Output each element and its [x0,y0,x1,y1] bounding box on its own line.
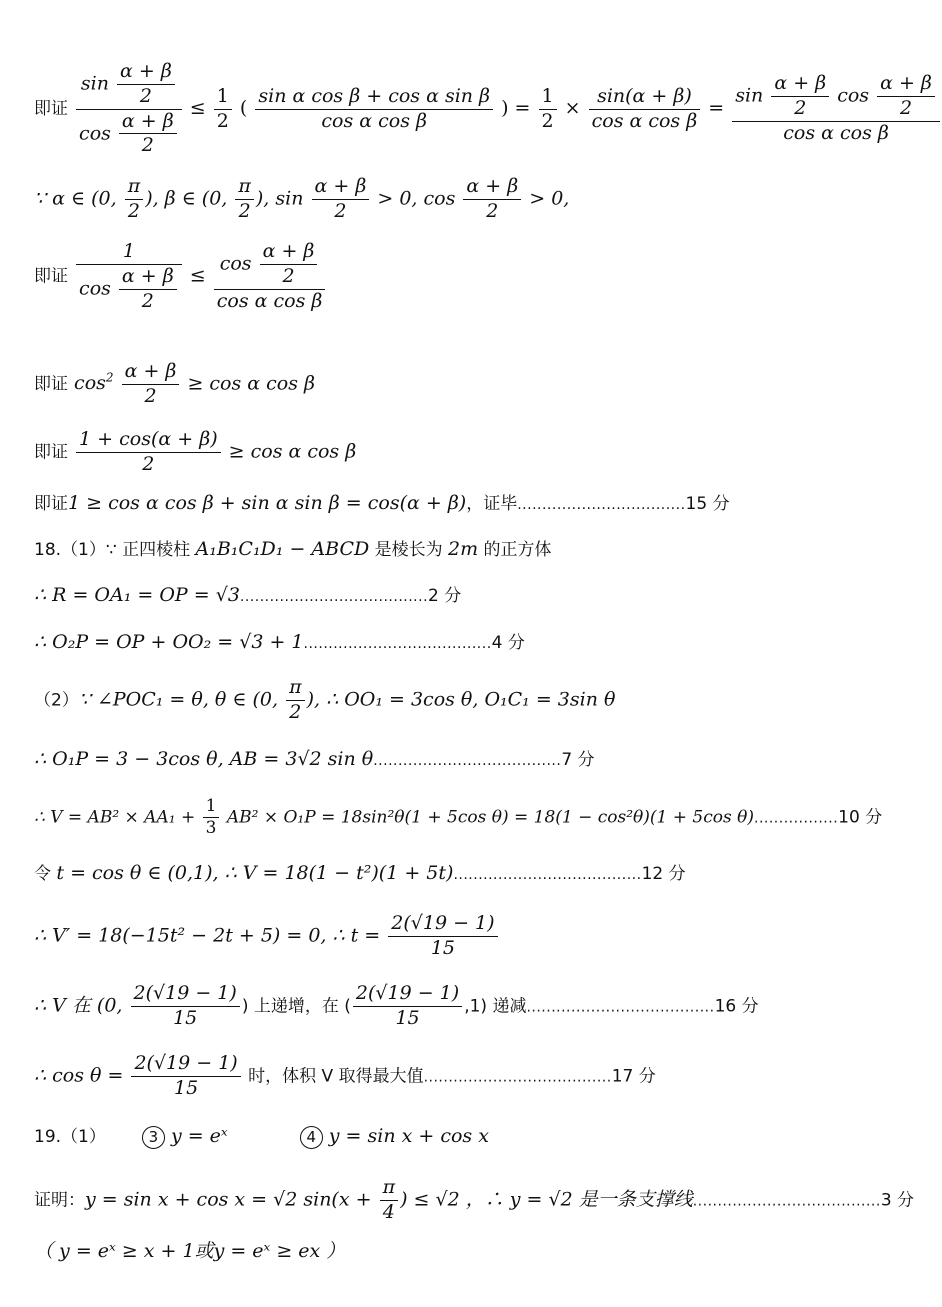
circled-number-3: 3 [142,1126,165,1149]
proof-line-2: ∵ α ∈ (0, $\frac{\pi}{2}$ ), β ∈ (0, $\frac{\pi}{2}$ ), sin $\frac{\alpha + \beta}{2}$ > 0, cos $\frac{\alpha + \beta}{2}$ > 0, [34,175,570,222]
proof-line-13: 令 t = cos θ ∈ (0,1), ∴ V = 18(1 − t²)(1 + 5t)......................................12 分 [34,862,686,884]
problem-18-part-1: 18.（1）∵ 正四棱柱 A₁B₁C₁D₁ − ABCD 是棱长为 2m 的正方体 [34,538,552,560]
proof-line-15: ∴ V 在 (0, $\frac{2(√19 - 1)}{15}$ ) 上递增，在 ( $\frac{2(√19 - 1)}{15}$ ,1) 递减......................................16 分 [34,982,759,1029]
proof-line-5: 即证 $\frac{1 + \cos(\alpha + \beta)}{2}$ ≥ cos α cos β [34,428,357,475]
proof-line-4: 即证 $\cos^2$ $\frac{\alpha + \beta}{2}$ ≥ cos α cos β [34,360,316,407]
proof-line-11: ∴ O₁P = 3 − 3cos θ, AB = 3√2 sin θ......................................7 分 [34,748,595,770]
fraction: sin $\frac{\alpha + \beta}{2}$ cos $\frac{\alpha + \beta}{2}$ cos α cos β [732,72,940,145]
proof-line-8: ∴ R = OA₁ = OP = √3......................................2 分 [34,584,462,606]
score-label: 15 分 [685,494,730,514]
proof-line-1: 即证 sin $\frac{\alpha + \beta}{2}$ cos $\frac{\alpha + \beta}{2}$ ≤ $\frac{1}{2}$ ( $\frac{\text{sin α cos β + cos α sin β}}{\text{cos α cos β}}$ ) = $\frac{1}{2}$ × $\frac{\sin(\alpha + \beta)}{\text{cos α cos β}}$ = sin $\frac{\alpha + \beta}{2}$ cos $\frac{\alpha + \beta}{2}$ cos α cos β [34,60,942,158]
proof-line-16: ∴ cos θ = $\frac{2(√19 - 1)}{15}$ 时，体积 V 取得最大值......................................17 分 [34,1052,656,1099]
problem-18-part-2: （2）∵ ∠POC₁ = θ, θ ∈ (0, $\frac{\pi}{2}$ ), ∴ OO₁ = 3cos θ, O₁C₁ = 3sin θ [34,676,616,723]
problem-19-part-1: 19.（1） 3 y = eˣ 4 y = sin x + cos x [34,1125,489,1147]
proof-line-12: ∴ V = AB² × AA₁ + $\frac{1}{3}$ AB² × O₁P = 18sin²θ(1 + 5cos θ) = 18(1 − cos²θ)(1 + 5cos θ).................10 分 [34,796,883,839]
proof-line-9: ∴ O₂P = OP + OO₂ = √3 + 1......................................4 分 [34,631,525,653]
proof-line-18: 证明：y = sin x + cos x = √2 sin(x + $\frac{\pi}{4}$ ) ≤ √2 ，∴ y = √2 是一条支撑线......................................3 分 [34,1176,915,1223]
fraction: sin $\frac{\alpha + \beta}{2}$ cos $\frac{\alpha + \beta}{2}$ [76,60,182,158]
proof-line-19: （ y = eˣ ≥ x + 1或y = eˣ ≥ ex ） [34,1240,346,1262]
proof-line-14: ∴ V′ = 18(−15t² − 2t + 5) = 0, ∴ t = $\frac{2(√19 - 1)}{15}$ [34,912,500,961]
proof-line-3: 即证 1 cos $\frac{\alpha + \beta}{2}$ ≤ cos $\frac{\alpha + \beta}{2}$ cos α cos β [34,240,327,313]
proof-line-6: 即证1 ≥ cos α cos β + sin α sin β = cos(α + β)，证毕..................................15 分 [34,492,730,514]
circled-number-4: 4 [300,1126,323,1149]
